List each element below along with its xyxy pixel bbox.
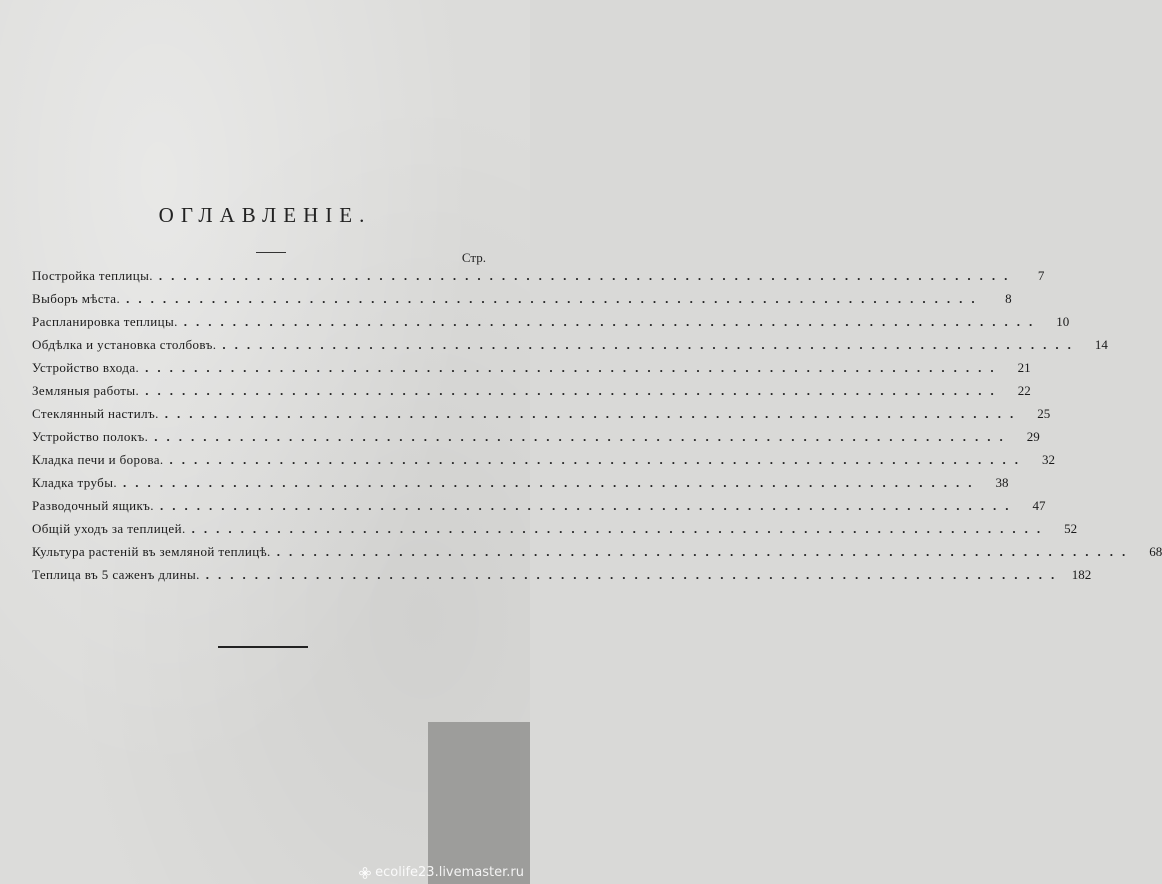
closing-rule	[218, 646, 308, 648]
toc-leader-dots: ......................................................................	[183, 314, 1042, 329]
toc-leader-dots: ......................................................................	[164, 406, 1023, 421]
toc-entry-page: 29	[1026, 429, 1040, 444]
toc-entry-page: 32	[1042, 452, 1056, 467]
toc-entry	[32, 567, 1092, 590]
table-of-contents	[32, 268, 1162, 590]
watermark	[359, 865, 524, 880]
toc-entry-title: Теплица въ 5 саженъ длины.	[32, 567, 200, 582]
toc-leader-dots: ......................................................................	[205, 567, 1064, 582]
toc-leader-dots: ......................................................................	[145, 360, 1003, 375]
toc-entry-page: 10	[1056, 314, 1070, 329]
toc-entry-title: Распланировка теплицы.	[32, 314, 178, 329]
toc-entry	[32, 406, 1051, 429]
toc-entry-page: 22	[1017, 383, 1031, 398]
toc-leader-dots: ......................................................................	[276, 544, 1135, 559]
toc-leader-dots: ......................................................................	[169, 452, 1028, 467]
toc-leader-dots: ......................................................................	[159, 498, 1018, 513]
toc-leader-dots: ......................................................................	[122, 475, 981, 490]
toc-entry-page: 52	[1064, 521, 1078, 536]
toc-entry	[32, 360, 1031, 383]
toc-entry	[32, 498, 1046, 521]
toc-entry-page: 47	[1032, 498, 1046, 513]
toc-entry	[32, 544, 1162, 567]
toc-entry-title: Постройка теплицы.	[32, 268, 153, 283]
page-title: ОГЛАВЛЕНІЕ.	[158, 203, 372, 227]
toc-entry	[32, 521, 1078, 544]
toc-entry-title: Кладка трубы.	[32, 475, 117, 490]
toc-entry	[32, 383, 1031, 406]
toc-entry-page: 182	[1071, 567, 1092, 582]
toc-entry-title: Устройство полокъ.	[32, 429, 149, 444]
toc-leader-dots: ......................................................................	[158, 268, 1017, 283]
toc-entry-title: Обдѣлка и установка столбовъ.	[32, 337, 217, 352]
flower-icon	[359, 867, 371, 879]
toc-entry	[32, 429, 1040, 452]
toc-leader-dots: ......................................................................	[222, 337, 1080, 352]
toc-leader-dots: ......................................................................	[126, 291, 984, 306]
toc-entry	[32, 452, 1056, 475]
watermark-text: ecolife23.livemaster.ru	[375, 865, 524, 880]
toc-entry-title: Земляныя работы.	[32, 383, 140, 398]
toc-entry-page: 68	[1149, 544, 1162, 559]
toc-entry-page: 38	[995, 475, 1009, 490]
page-column-header: Стр.	[461, 250, 486, 265]
toc-leader-dots: ......................................................................	[154, 429, 1012, 444]
toc-entry-page: 7	[1037, 268, 1045, 283]
toc-entry	[32, 291, 1012, 314]
toc-leader-dots: ......................................................................	[145, 383, 1003, 398]
toc-entry	[32, 475, 1009, 498]
gray-background-panel	[428, 722, 530, 884]
toc-leader-dots: ......................................................................	[191, 521, 1050, 536]
toc-entry-title: Выборъ мѣста.	[32, 291, 121, 306]
toc-entry-page: 25	[1037, 406, 1051, 421]
toc-entry-title: Разводочный ящикъ.	[32, 498, 154, 513]
toc-entry-title: Стеклянный настилъ.	[32, 406, 159, 421]
title-underline	[256, 252, 286, 253]
toc-entry-page: 21	[1017, 360, 1031, 375]
toc-entry	[32, 337, 1108, 360]
toc-entry	[32, 268, 1045, 291]
toc-entry-title: Устройство входа.	[32, 360, 140, 375]
toc-entry	[32, 314, 1070, 337]
toc-entry-page: 14	[1094, 337, 1108, 352]
toc-entry-title: Кладка печи и борова.	[32, 452, 164, 467]
toc-entry-title: Общій уходъ за теплицей.	[32, 521, 186, 536]
toc-entry-title: Культура растеній въ земляной теплицѣ.	[32, 544, 271, 559]
toc-entry-page: 8	[1005, 291, 1012, 306]
